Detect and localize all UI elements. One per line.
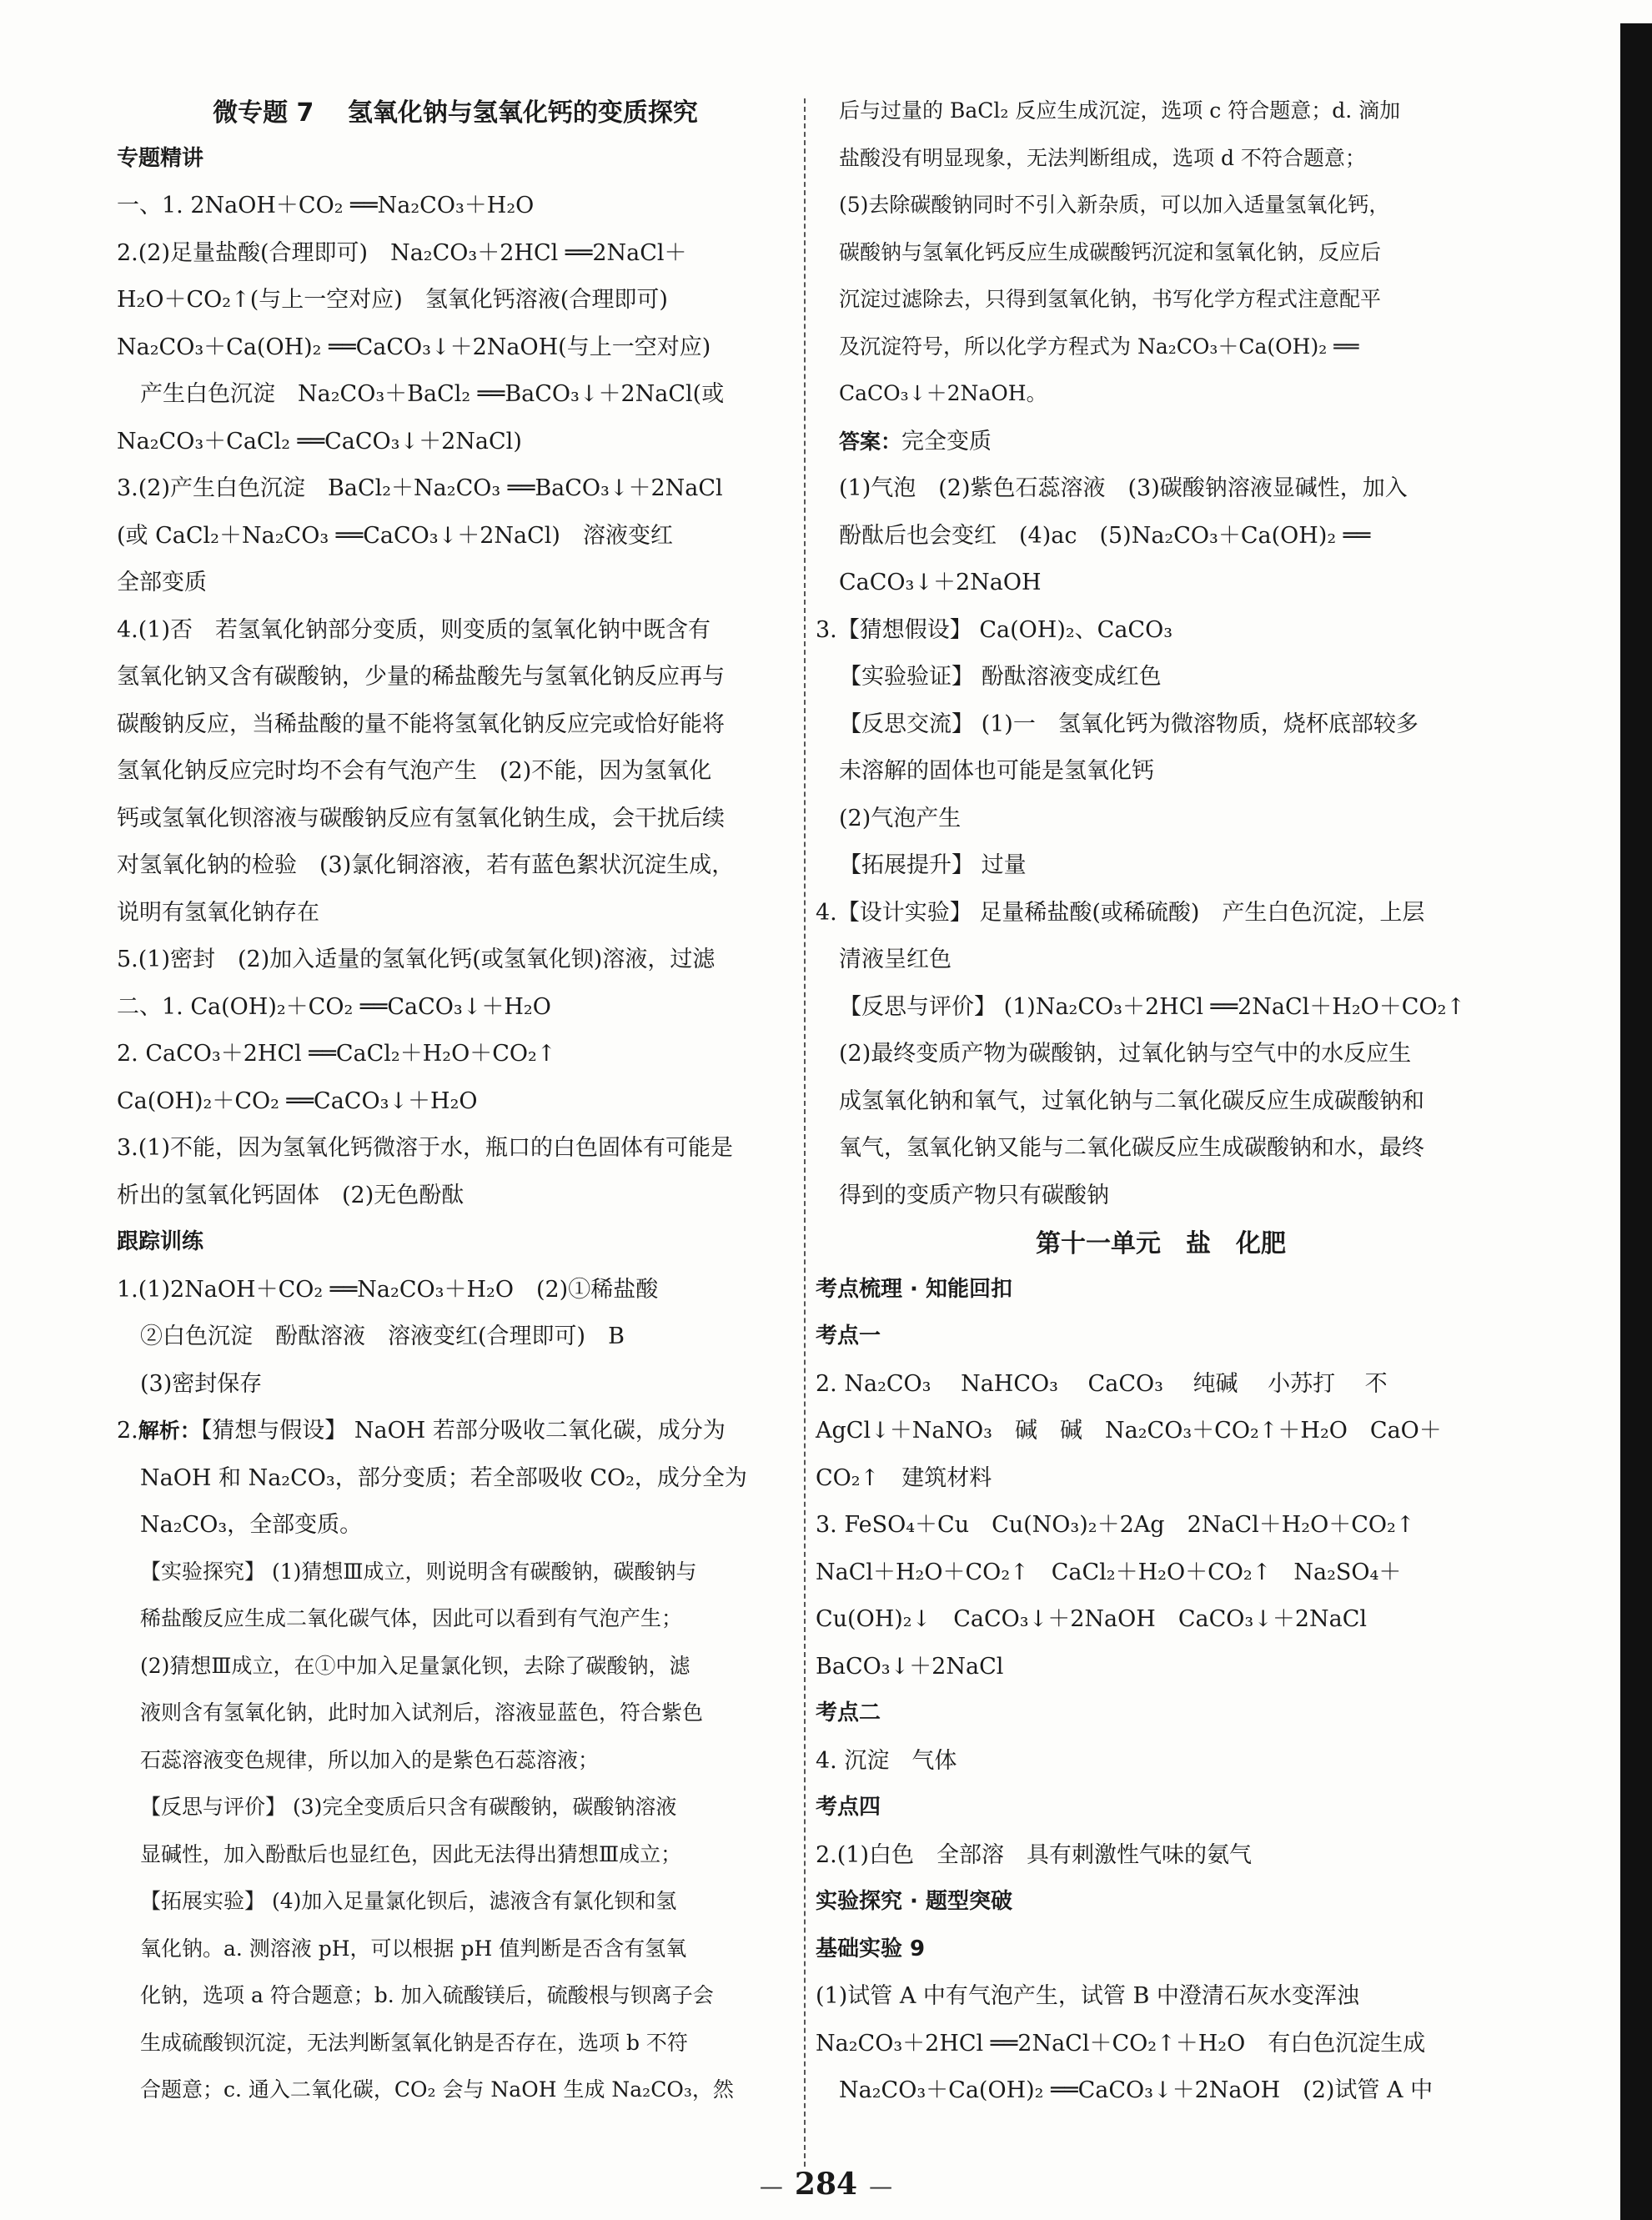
left-column-line: (3)密封保存 xyxy=(140,1370,263,1397)
left-column-line: H₂O＋CO₂↑(与上一空对应) 氢氧化钙溶液(合理即可) xyxy=(117,287,668,313)
left-column-line: Na₂CO₃，全部变质。 xyxy=(140,1512,363,1538)
left-column-line: 2.解析：【猜想与假设】 NaOH 若部分吸收二氧化碳，成分为 xyxy=(117,1418,726,1444)
right-column-line: CaCO₃↓＋2NaOH xyxy=(839,570,1042,595)
left-column-line: 4.(1)否 若氢氧化钠部分变质，则变质的氢氧化钠中既含有 xyxy=(117,616,711,643)
right-column-line: Cu(OH)₂↓ CaCO₃↓＋2NaOH CaCO₃↓＋2NaCl xyxy=(816,1606,1368,1632)
right-column-line: (2)气泡产生 xyxy=(839,805,962,831)
left-column-line: 产生白色沉淀 Na₂CO₃＋BaCl₂ ══BaCO₃↓＋2NaCl(或 xyxy=(140,381,725,407)
left-column-line: 氢氧化钠又含有碳酸钠，少量的稀盐酸先与氢氧化钠反应再与 xyxy=(117,664,725,690)
left-column-line: Na₂CO₃＋Ca(OH)₂ ══CaCO₃↓＋2NaOH(与上一空对应) xyxy=(117,334,711,360)
right-column-line: 考点梳理 · 知能回扣 xyxy=(816,1276,1012,1302)
right-column-line: 酚酞后也会变红 (4)ac (5)Na₂CO₃＋Ca(OH)₂ ══ xyxy=(839,522,1371,549)
right-column-line: 答案：完全变质 xyxy=(839,428,992,455)
right-column-line: CaCO₃↓＋2NaOH。 xyxy=(839,381,1047,405)
left-column-line: 化钠，选项 a 符合题意；b. 加入硫酸镁后，硫酸根与钡离子会 xyxy=(140,1983,714,2007)
left-column-line: 3.(2)产生白色沉淀 BaCl₂＋Na₂CO₃ ══BaCO₃↓＋2NaCl xyxy=(117,475,723,501)
left-column-line: 显碱性，加入酚酞后也显红色，因此无法得出猜想Ⅲ成立； xyxy=(140,1841,682,1866)
right-column-line: 后与过量的 BaCl₂ 反应生成沉淀，选项 c 符合题意；d. 滴加 xyxy=(839,98,1401,123)
left-column-line: 【实验探究】 (1)猜想Ⅲ成立，则说明含有碳酸钠，碳酸钠与 xyxy=(140,1559,697,1584)
right-column-line: 氧气，氢氧化钠又能与二氧化碳反应生成碳酸钠和水，最终 xyxy=(839,1135,1424,1161)
page-number: — 284 — xyxy=(759,2167,893,2202)
right-column-line: 3.【猜想假设】 Ca(OH)₂、CaCO₃ xyxy=(816,616,1173,643)
right-column-line: 沉淀过滤除去，只得到氢氧化钠，书写化学方程式注意配平 xyxy=(839,287,1382,311)
left-column-line: (或 CaCl₂＋Na₂CO₃ ══CaCO₃↓＋2NaCl) 溶液变红 xyxy=(117,522,673,549)
right-column-line: 【实验验证】 酚酞溶液变成红色 xyxy=(839,664,1162,690)
left-column-line: 【拓展实验】 (4)加入足量氯化钡后，滤液含有氯化钡和氢 xyxy=(140,1889,677,1913)
right-column-line: BaCO₃↓＋2NaCl xyxy=(816,1653,1004,1680)
right-column-line: 清液呈红色 xyxy=(839,947,952,972)
page-number-value: 284 xyxy=(794,2167,858,2202)
right-column-line: 及沉淀符号，所以化学方程式为 Na₂CO₃＋Ca(OH)₂ ══ xyxy=(839,334,1359,359)
right-column-line: 得到的变质产物只有碳酸钠 xyxy=(839,1182,1109,1208)
right-column-line: NaCl＋H₂O＋CO₂↑ CaCl₂＋H₂O＋CO₂↑ Na₂SO₄＋ xyxy=(816,1559,1402,1585)
left-column-line: 液则含有氢氧化钠，此时加入试剂后，溶液显蓝色，符合紫色 xyxy=(140,1700,704,1725)
left-column-line: 专题精讲 xyxy=(117,145,204,171)
right-column-line: 3. FeSO₄＋Cu Cu(NO₃)₂＋2Ag 2NaCl＋H₂O＋CO₂↑ xyxy=(816,1512,1415,1538)
left-column-line: 微专题 7 氢氧化钠与氢氧化钙的变质探究 xyxy=(213,98,698,128)
right-column-line: 【反思交流】 (1)一 氢氧化钙为微溶物质，烧杯底部较多 xyxy=(839,711,1419,737)
left-column-line: 5.(1)密封 (2)加入适量的氢氧化钙(或氢氧化钡)溶液，过滤 xyxy=(117,947,716,972)
left-column-line: 【反思与评价】 (3)完全变质后只含有碳酸钠，碳酸钠溶液 xyxy=(140,1795,677,1819)
left-column-line: 说明有氢氧化钠存在 xyxy=(117,899,319,926)
left-column-line: (2)猜想Ⅲ成立，在①中加入足量氯化钡，去除了碳酸钠，滤 xyxy=(140,1653,690,1678)
left-column-line: 碳酸钠反应，当稀盐酸的量不能将氢氧化钠反应完或恰好能将 xyxy=(117,711,725,737)
left-column-line: 二、1. Ca(OH)₂＋CO₂ ══CaCO₃↓＋H₂O xyxy=(117,993,551,1020)
right-column-line: 2. Na₂CO₃ NaHCO₃ CaCO₃ 纯碱 小苏打 不 xyxy=(816,1370,1388,1397)
right-column-line: 4. 沉淀 气体 xyxy=(816,1747,957,1774)
left-column-line: 稀盐酸反应生成二氧化碳气体，因此可以看到有气泡产生； xyxy=(140,1606,683,1630)
right-column-line: Na₂CO₃＋2HCl ══2NaCl＋CO₂↑＋H₂O 有白色沉淀生成 xyxy=(816,2030,1426,2057)
left-column-line: 全部变质 xyxy=(117,570,207,595)
left-column-line: 1.(1)2NaOH＋CO₂ ══Na₂CO₃＋H₂O (2)①稀盐酸 xyxy=(117,1276,659,1303)
right-column-line: 2.(1)白色 全部溶 具有刺激性气味的氨气 xyxy=(816,1841,1253,1868)
right-column-line: 【反思与评价】 (1)Na₂CO₃＋2HCl ══2NaCl＋H₂O＋CO₂↑ xyxy=(839,993,1466,1020)
column-divider xyxy=(804,98,806,2167)
right-column-line: CO₂↑ 建筑材料 xyxy=(816,1464,992,1491)
left-column-line: 氢氧化钠反应完时均不会有气泡产生 (2)不能，因为氢氧化 xyxy=(117,758,712,784)
right-column-line: 第十一单元 盐 化肥 xyxy=(1036,1229,1286,1258)
right-column-line: 【拓展提升】 过量 xyxy=(839,852,1027,878)
left-column-line: 析出的氢氧化钙固体 (2)无色酚酞 xyxy=(117,1182,464,1208)
page-edge-shadow xyxy=(1620,23,1652,2220)
left-column-line: Na₂CO₃＋CaCl₂ ══CaCO₃↓＋2NaCl) xyxy=(117,428,522,455)
right-column-line: 盐酸没有明显现象，无法判断组成，选项 d 不符合题意； xyxy=(839,145,1366,170)
left-column-line: 3.(1)不能，因为氢氧化钙微溶于水，瓶口的白色固体有可能是 xyxy=(117,1135,734,1161)
right-column-line: (1)气泡 (2)紫色石蕊溶液 (3)碳酸钠溶液显碱性，加入 xyxy=(839,475,1408,501)
left-column-line: 合题意；c. 通入二氧化碳，CO₂ 会与 NaOH 生成 Na₂CO₃，然 xyxy=(140,2077,734,2102)
right-column-line: AgCl↓＋NaNO₃ 碱 碱 Na₂CO₃＋CO₂↑＋H₂O CaO＋ xyxy=(816,1418,1442,1444)
right-column-line: 基础实验 9 xyxy=(816,1936,926,1961)
left-column-line: Ca(OH)₂＋CO₂ ══CaCO₃↓＋H₂O xyxy=(117,1087,478,1114)
right-column-line: 成氢氧化钠和氧气，过氧化钠与二氧化碳反应生成碳酸钠和 xyxy=(839,1087,1424,1114)
left-column-line: NaOH 和 Na₂CO₃，部分变质；若全部吸收 CO₂，成分全为 xyxy=(140,1464,747,1491)
left-column-line: 2.(2)足量盐酸(合理即可) Na₂CO₃＋2HCl ══2NaCl＋ xyxy=(117,239,687,266)
right-column-line: Na₂CO₃＋Ca(OH)₂ ══CaCO₃↓＋2NaOH (2)试管 A 中 xyxy=(839,2077,1434,2103)
right-column-line: 考点四 xyxy=(816,1795,881,1820)
left-column-line: 石蕊溶液变色规律，所以加入的是紫色石蕊溶液； xyxy=(140,1747,600,1772)
right-column-line: 考点二 xyxy=(816,1700,881,1725)
left-column-line: 对氢氧化钠的检验 (3)氯化铜溶液，若有蓝色絮状沉淀生成， xyxy=(117,852,735,878)
left-column-line: 跟踪训练 xyxy=(117,1229,204,1254)
right-column-line: 4.【设计实验】 足量稀盐酸(或稀硫酸) 产生白色沉淀，上层 xyxy=(816,899,1425,926)
right-column-line: 未溶解的固体也可能是氢氧化钙 xyxy=(839,758,1154,784)
right-column-line: 碳酸钠与氢氧化钙反应生成碳酸钙沉淀和氢氧化钠，反应后 xyxy=(839,239,1382,264)
left-column-line: 氧化钠。a. 测溶液 pH，可以根据 pH 值判断是否含有氢氧 xyxy=(140,1936,687,1961)
right-column-line: 实验探究 · 题型突破 xyxy=(816,1889,1012,1914)
left-column-line: 2. CaCO₃＋2HCl ══CaCl₂＋H₂O＋CO₂↑ xyxy=(117,1041,556,1067)
right-column-line: (1)试管 A 中有气泡产生，试管 B 中澄清石灰水变浑浊 xyxy=(816,1983,1359,2009)
left-column-line: ②白色沉淀 酚酞溶液 溶液变红(合理即可) B xyxy=(140,1323,625,1349)
right-column-line: (5)去除碳酸钠同时不引入新杂质，可以加入适量氢氧化钙， xyxy=(839,193,1390,217)
right-column-line: (2)最终变质产物为碳酸钠，过氧化钠与空气中的水反应生 xyxy=(839,1041,1412,1067)
left-column-line: 生成硫酸钡沉淀，无法判断氢氧化钠是否存在，选项 b 不符 xyxy=(140,2030,688,2055)
left-column-line: 钙或氢氧化钡溶液与碳酸钠反应有氢氧化钠生成，会干扰后续 xyxy=(117,805,725,831)
right-column-line: 考点一 xyxy=(816,1323,881,1349)
left-column-line: 一、1. 2NaOH＋CO₂ ══Na₂CO₃＋H₂O xyxy=(117,193,535,218)
